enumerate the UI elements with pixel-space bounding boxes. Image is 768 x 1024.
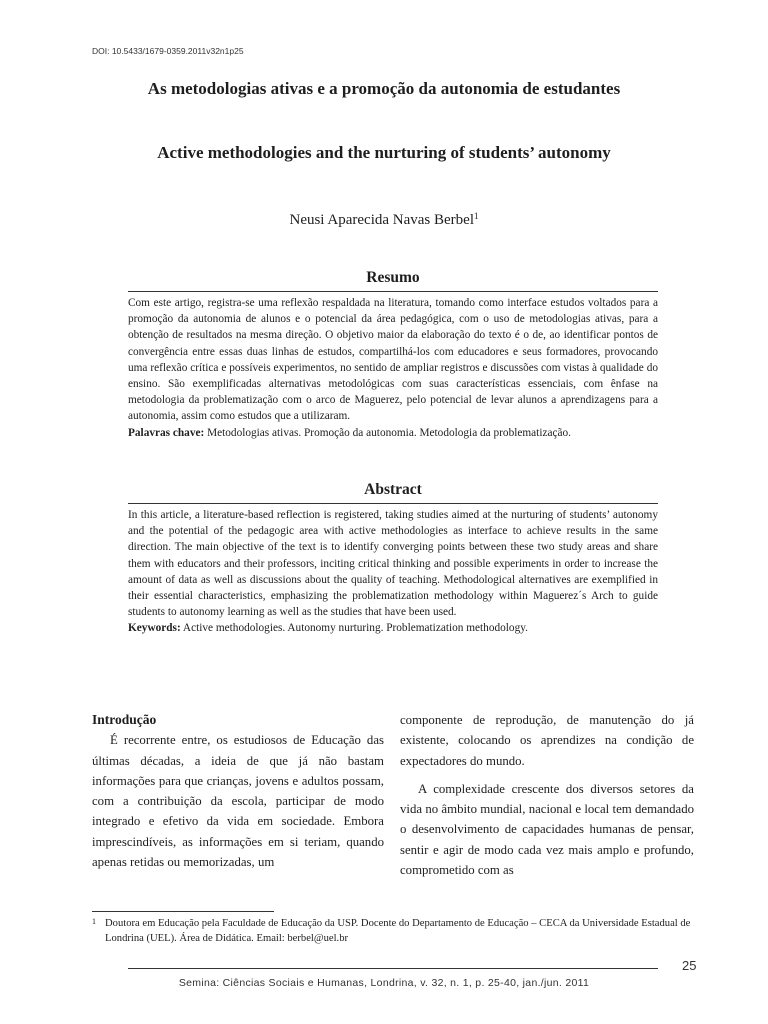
abstract-heading: Abstract	[364, 481, 422, 498]
title-portuguese: As metodologias ativas e a promoção da autonomia de estudantes	[147, 79, 621, 98]
footnote-mark: 1	[92, 917, 96, 926]
author-line	[0, 211, 768, 229]
footnote-rule	[92, 911, 274, 912]
footnote-text: Doutora em Educação pela Faculdade de Educação da USP. Docente do Departamento de Educação – CECA da Universidade Estadual de Londrina (UEL). Área de Didática. Email: berbel@uel.br	[105, 918, 691, 944]
body-paragraph-2: A complexidade crescente dos diversos setores da vida no âmbito mundial, nacional e local tem demandado o desenvolvimento de capacidades humanas de pensar, sentir e agir de modo cada vez mais amplo e profundo, comprometido com as	[400, 781, 694, 878]
abstract-keywords	[128, 620, 658, 636]
body-paragraph-1: É recorrente entre, os estudiosos de Educação das últimas décadas, a ideia de que já não bastam informações para que crianças, jovens e adultos possam, com a contribuição da escola, participar de modo integrado e efetivo da vida em sociedade. Embora imprescindíveis, as informações em si teriam, quando apenas retidas ou memorizadas, um	[92, 733, 384, 870]
resumo-keywords-label: Palavras chave:	[128, 426, 205, 439]
resumo-rule	[128, 291, 658, 292]
abstract-keywords-label: Keywords:	[128, 622, 181, 635]
abstract-text: In this article, a literature-based reflection is registered, taking studies aimed at the nurturing of students’ autonomy and the potential of the pedagogic area with active methodologies as interface to achieve results in the same direction. The main objective of the text is to identify converging points between these two study areas and share them with educators and their professors, inciting critical thinking and possible experiments in order to increase the amount of data as well as discussions about the quality of teaching. Methodological alternatives are exemplified in their essential characteristics, emphasizing the problematization methodology within Maguerez´s Arch to guide students to autonomy learning as well as the studies that have been used.	[128, 509, 658, 619]
resumo-keywords	[128, 425, 658, 441]
title-english: Active methodologies and the nurturing of students’ autonomy	[157, 143, 611, 162]
resumo-heading: Resumo	[366, 269, 420, 286]
page-number: 25	[682, 958, 697, 973]
section-title-introducao: Introdução	[92, 712, 157, 727]
abstract-rule	[128, 503, 658, 504]
author-footnote-mark: 1	[474, 211, 479, 221]
footer-rule	[128, 968, 658, 969]
resumo-block	[128, 295, 658, 441]
resumo-text: Com este artigo, registra-se uma reflexão respaldada na literatura, tomando como interface estudos voltados para a promoção da autonomia de alunos e o potencial da área pedagógica, com o uso de metodologias ativas, para a obtenção de resultados na mesma direção. O objetivo maior da elaboração do texto é o de, ao identificar pontos de convergência entre essas duas linhas de estudos, compartilhá-los com educadores e seus formadores, provocando uma reflexão crítica e possíveis experimentos, no sentido de ampliar registros e discussões com vistas à qualidade do ensino. São exemplificadas alternativas metodológicas com suas características essenciais, com ênfase na metodologia da problematização com o arco de Maguerez, pelo potencial de levar alunos a aprendizagens para a autonomia, assim como estudos que a utilizaram.	[128, 297, 658, 423]
abstract-block	[128, 507, 658, 637]
abstract-keywords-text: Active methodologies. Autonomy nurturing. Problematization methodology.	[182, 622, 528, 635]
body-paragraph-continued: componente de reprodução, de manutenção do já existente, colocando os aprendizes na condição de expectadores do mundo.	[400, 713, 694, 768]
journal-citation: Semina: Ciências Sociais e Humanas, Londrina, v. 32, n. 1, p. 25-40, jan./jun. 2011	[178, 977, 590, 989]
author-name: Neusi Aparecida Navas Berbel	[289, 212, 474, 228]
footnote	[92, 916, 694, 946]
body-right-column	[400, 710, 694, 880]
body-left-column	[92, 710, 384, 872]
resumo-keywords-text: Metodologias ativas. Promoção da autonomia. Metodologia da problematização.	[207, 426, 571, 439]
doi: DOI: 10.5433/1679-0359.2011v32n1p25	[92, 46, 244, 56]
